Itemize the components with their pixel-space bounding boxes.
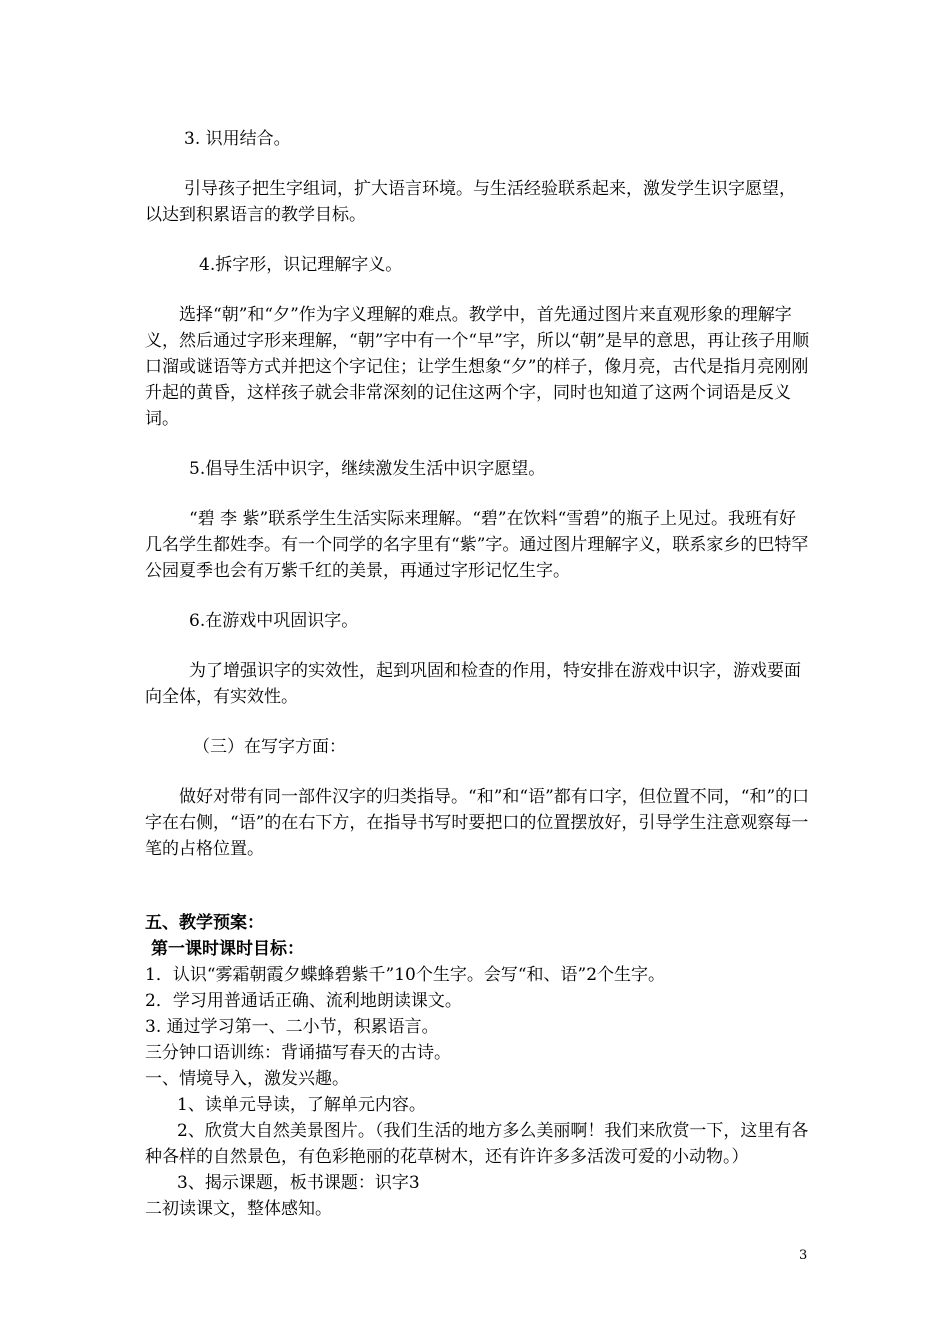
paragraph: 为了增强识字的实效性，起到巩固和检查的作用，特安排在游戏中识字，游戏要面向全体，有实效性。: [145, 661, 801, 707]
list-item: 三分钟口语训练：背诵描写春天的古诗。: [145, 1043, 451, 1063]
list-item: 3. 通过学习第一、二小节，积累语言。: [145, 1017, 439, 1037]
list-item: 3、揭示课题，板书课题：识字3: [177, 1173, 420, 1193]
document-body: [145, 126, 810, 1222]
section-item-4: 4.拆字形，识记理解字义。: [199, 255, 403, 275]
paragraph: 引导孩子把生字组词，扩大语言环境。与生活经验联系起来，激发学生识字愿望，以达到积累语言的教学目标。: [145, 179, 796, 225]
list-item: 2、欣赏大自然美景图片。（我们生活的地方多么美丽啊！我们来欣赏一下，这里有各种各样的自然景色，有色彩艳丽的花草树木，还有许许多多活泼可爱的小动物。）: [145, 1121, 809, 1167]
paragraph: 做好对带有同一部件汉字的归类指导。“和”和“语”都有口字，但位置不同，“和”的口字在右侧，“语”的在右下方，在指导书写时要把口的位置摆放好，引导学生注意观察每一笔的占格位置。: [145, 787, 810, 859]
list-item: 一、情境导入，激发兴趣。: [145, 1069, 349, 1089]
list-item: 1、读单元导读，了解单元内容。: [177, 1095, 426, 1115]
page-number: 3: [799, 1248, 808, 1263]
lesson-heading: 第一课时课时目标：: [151, 939, 304, 959]
list-item: 1．认识“雾霜朝霞夕蝶蜂碧紫千”10个生字。会写“和、语”2个生字。: [145, 965, 666, 985]
paragraph: “碧 李 紫”联系学生生活实际来理解。“碧”在饮料“雪碧”的瓶子上见过。我班有好几名学生都姓李。有一个同学的名字里有“紫”字。通过图片理解字义，联系家乡的巴特罕公园夏季也会有万紫千红的美景，再通过字形记忆生字。: [145, 509, 809, 581]
section-heading: 五、教学预案：: [145, 913, 264, 933]
subsection-heading: （三）在写字方面：: [193, 737, 346, 757]
section-item-3: 3. 识用结合。: [184, 129, 291, 149]
paragraph: 选择“朝”和“夕”作为字义理解的难点。教学中，首先通过图片来直观形象的理解字义，然后通过字形来理解，“朝”字中有一个“早”字，所以“朝”是早的意思，再让孩子用顺口溜或谜语等方式并把这个字记住；让学生想象“夕”的样子，像月亮，古代是指月亮刚刚升起的黄昏，这样孩子就会非常深刻的记住这两个字，同时也知道了这两个词语是反义词。: [145, 305, 810, 429]
section-item-5: 5.倡导生活中识字，继续激发生活中识字愿望。: [189, 459, 546, 479]
section-item-6: 6.在游戏中巩固识字。: [189, 611, 359, 631]
list-item: 二初读课文，整体感知。: [145, 1199, 332, 1219]
list-item: 2．学习用普通话正确、流利地朗读课文。: [145, 991, 462, 1011]
